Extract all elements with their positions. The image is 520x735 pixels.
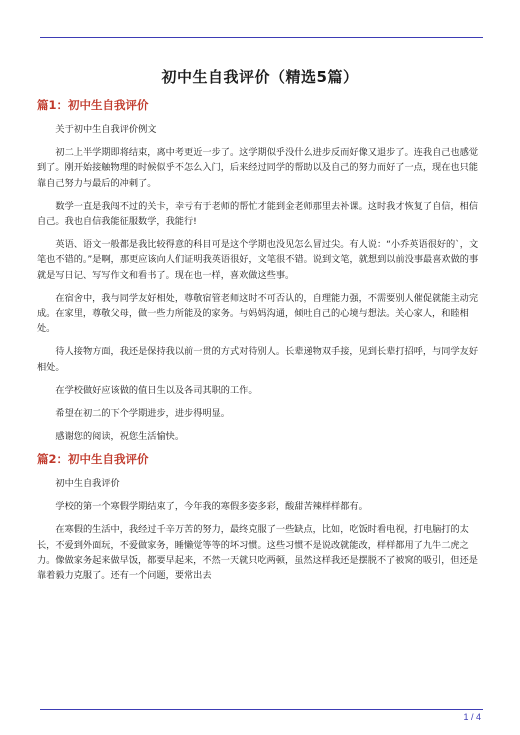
- header-rule: [40, 37, 483, 38]
- paragraph: 感谢您的阅读，祝您生活愉快。: [55, 430, 185, 442]
- paragraph: 学校的第一个寒假学期结束了，今年我的寒假多姿多彩，酸甜苦辣样样都有。: [55, 501, 368, 513]
- paragraph: 初二上半学期即将结束，离中考更近一步了。这学期似乎没什么进步反而好像又退步了。连我自己也感觉到了。刚开始接触物理的时候似乎不怎么入门，后来经过同学的帮助以及自己的努力而好了一点，现在也只能靠自己努力与最后的冲刺了。: [37, 146, 479, 189]
- page-number: 1 / 4: [463, 712, 481, 722]
- section-1: [37, 97, 483, 444]
- document-body: [37, 97, 483, 591]
- document-title: 初中生自我评价（精选5篇）: [161, 68, 359, 86]
- paragraph: 英语、语文一般都是我比较得意的科目可是这个学期也没见怎么冒过尖。有人说：“小乔英语很好的`，文笔也不错的。”是啊，那更应该向人们证明我英语很好，文笔很不错。说到文笔，就想到以前没事最喜欢做的事就是写日记、写写作文和看书了。现在也一样，喜欢做这些事。: [37, 238, 479, 281]
- paragraph: 待人接物方面，我还是保持我以前一贯的方式对待别人。长辈递物双手接，见到长辈打招呼，与同学友好相处。: [37, 346, 479, 373]
- paragraph: 在学校做好应该做的值日生以及各司其职的工作。: [55, 384, 258, 396]
- section-heading: 篇2：初中生自我评价: [37, 452, 149, 467]
- paragraph: 初中生自我评价: [55, 478, 120, 490]
- paragraph: 在寒假的生活中，我经过千辛万苦的努力，最终克服了一些缺点，比如，吃饭时看电视，打电脑打的太长，不爱到外面玩，不爱做家务，睡懒觉等等的坏习惯。这些习惯不是说改就能改，样样都用了九牛二虎之力。像做家务起来做早饭，都要早起来，不然一天就只吃两顿，虽然这样我还是摆脱不了被窝的吸引，但还是靠着毅力克服了。还有一个问题，要常出去: [37, 524, 478, 582]
- section-2: [37, 451, 483, 583]
- paragraph: 关于初中生自我评价例文: [55, 124, 157, 135]
- paragraph: 数学一直是我闯不过的关卡，幸亏有于老师的帮忙才能到金老师那里去补课。这时我才恢复了自信，相信自己。我也自信我能征服数学，我能行!: [37, 200, 479, 228]
- paragraph: 希望在初二的下个学期进步，进步得明显。: [55, 407, 230, 419]
- paragraph: 在宿舍中，我与同学友好相处，尊敬宿管老师这时不可否认的，自理能力强，不需要别人催促就能主动完成。在家里，尊敬父母，做一些力所能及的家务。与妈妈沟通，倾吐自己的心境与想法。关心家人，和睦相处。: [37, 292, 479, 335]
- footer-rule: [40, 709, 483, 710]
- section-heading: 篇1：初中生自我评价: [37, 98, 149, 112]
